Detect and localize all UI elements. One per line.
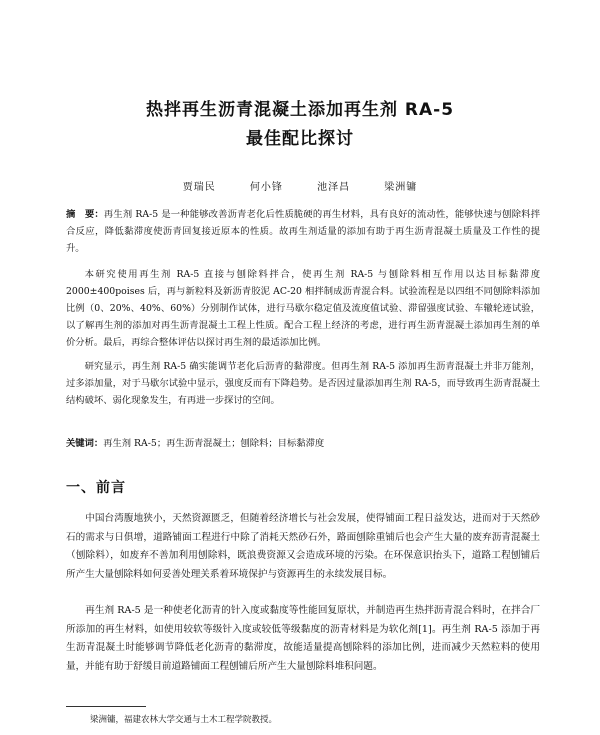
paper-title-line1: 热拌再生沥青混凝土添加再生剂 RA-5 (145, 100, 455, 120)
abstract-text-1: 再生剂 RA-5 是一种能够改善沥青老化后性质脆硬的再生材料，具有良好的流动性，能够快速与刨除料拌合反应，降低黏滞度使沥青回复接近原本的性质。故再生剂适量的添加有助于再生沥青混凝土质量及工作性的提升。 (66, 209, 540, 254)
abstract-paragraph-1 (66, 206, 540, 257)
author-name: 梁洲镛 (384, 182, 418, 193)
footnote: 梁洲镛，福建农林大学交通与土木工程学院教授。 (90, 715, 278, 725)
body-paragraph-1: 中国台湾腹地狭小，天然资源匮乏，但随着经济增长与社会发展，使得铺面工程日益发达，进而对于天然砂石的需求与日俱增，道路铺面工程进行中除了消耗天然砂石外，路面刨除重铺后也会产生大量的废弃沥青混凝土（刨除料），如废弃不善加利用刨除料，既浪费资源又会造成环境的污染。在环保意识抬头下，道路工程刨铺后所产生大量刨除料如何妥善处理关系着环境保护与资源再生的永续发展目标。 (66, 513, 540, 580)
footnote-divider (66, 706, 146, 707)
section-heading: 一、前言 (66, 480, 126, 496)
keywords (66, 435, 540, 452)
body-paragraph-2: 再生剂 RA-5 是一种使老化沥青的针入度或黏度等性能回复原状，并制造再生热拌沥青混合料时，在拌合厂所添加的再生材料，如使用较软等级针入度或较低等级黏度的沥青材料是为软化剂[1]。再生剂 RA-5 添加于再生沥青混凝土时能够调节降低老化沥青的黏滞度，故能适量提高刨除料的添加比例，进而减少天然粒料的使用量，并能有助于舒缓目前道路铺面工程刨铺后所产生大量刨除料堆积问题。 (66, 605, 540, 672)
abstract-paragraph-3: 研究显示，再生剂 RA-5 确实能调节老化后沥青的黏滞度。但再生剂 RA-5 添加再生沥青混凝土并非万能剂，过多添加量，对于马歇尔试验中显示，强度反而有下降趋势。是否因过量添加再生剂 RA-5，而导致再生沥青混凝土结构破坏、弱化现象发生，有再进一步探讨的空间。 (66, 361, 540, 406)
author-name: 池泽昌 (317, 182, 351, 193)
abstract-paragraph-2: 本研究使用再生剂 RA-5 直接与刨除料拌合，使再生剂 RA-5 与刨除料相互作用以达目标黏滞度 2000±400poises 后，再与新粒料及新沥青胶泥 AC-20 相拌制成沥青混合料。试验流程是以四组不同刨除料添加比例（0、20%、40%、60%）分别制作试体，进行马歇尔稳定值及流度值试验、滞留强度试验、车辙轮迹试验，以了解再生剂的添加对再生沥青混凝土工程上性质。配合工程上经济的考虑，进行再生沥青混凝土添加再生剂的单价分析。最后，再综合整体评估以探讨再生剂的最适添加比例。 (66, 269, 540, 348)
author-name: 贾瑞民 (182, 182, 216, 193)
keywords-text: 再生剂 RA-5；再生沥青混凝土；刨除料；目标黏滞度 (103, 438, 325, 449)
abstract-label: 摘 要： (66, 209, 104, 220)
author-name: 何小锋 (249, 182, 283, 193)
paper-title-line2: 最佳配比探讨 (246, 129, 354, 149)
author-list (0, 178, 600, 193)
keywords-label: 关键词： (66, 438, 104, 449)
